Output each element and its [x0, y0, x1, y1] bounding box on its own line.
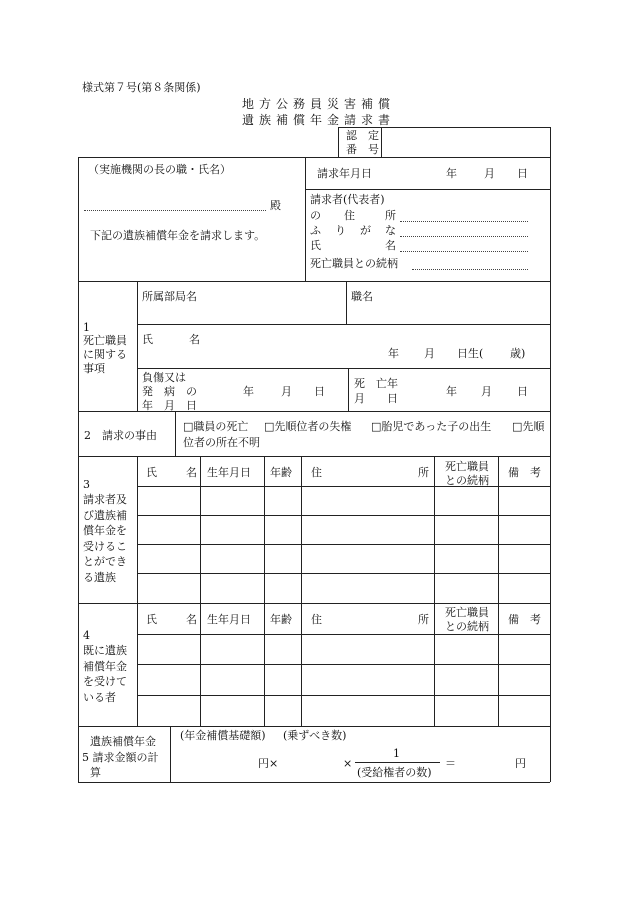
- form-label: いる者: [83, 691, 116, 704]
- form-label: 氏: [142, 333, 153, 346]
- table-rule: [78, 726, 550, 727]
- table-rule: [301, 456, 302, 603]
- form-label: 年 月 日: [142, 399, 197, 412]
- table-rule: [78, 456, 550, 457]
- form-label: 年齢: [270, 613, 292, 626]
- form-label: 発 病 の: [142, 385, 197, 398]
- form-label: 4: [83, 629, 90, 642]
- form-label: 死亡職員: [83, 334, 127, 347]
- position-label: 職名: [351, 290, 373, 303]
- form-label: 年: [243, 385, 254, 398]
- form-label: ふ: [310, 224, 321, 237]
- form-label: 月: [481, 385, 492, 398]
- form-label: 年: [446, 167, 457, 180]
- addressee-line[interactable]: [84, 210, 266, 211]
- table-rule: [78, 603, 550, 604]
- form-label: 備 考: [508, 466, 541, 479]
- form-label: との続柄: [445, 620, 489, 633]
- table-rule: [137, 573, 550, 574]
- multiplier-label: (乗ずべき数): [283, 729, 347, 742]
- form-label: り: [335, 224, 346, 237]
- form-label: 生年月日: [207, 466, 251, 479]
- form-label: 氏: [146, 613, 157, 626]
- form-label: 所: [385, 209, 396, 222]
- form-label: 死亡職員: [445, 606, 489, 619]
- form-label: 住: [311, 613, 322, 626]
- table-rule: [137, 368, 550, 369]
- form-label: 月: [424, 347, 435, 360]
- form-label: 5 請求金額の計: [82, 751, 159, 764]
- form-label: 月: [484, 167, 495, 180]
- request-date-label: 請求年月日: [317, 167, 372, 180]
- table-rule: [137, 634, 550, 635]
- form-title-line1: 地方公務員災害補償: [242, 97, 396, 111]
- frame-top: [78, 157, 550, 158]
- table-rule: [137, 456, 138, 603]
- form-label: 死亡職員: [445, 460, 489, 473]
- form-label: 生年月日: [207, 613, 251, 626]
- table-rule: [137, 544, 550, 545]
- form-label: 補償年金: [83, 660, 127, 673]
- form-label: とができ: [83, 555, 127, 568]
- form-label: 名: [189, 333, 200, 346]
- claimant-label: 請求者(代表者): [310, 193, 385, 206]
- table-rule: [200, 456, 201, 603]
- form-label: び遺族補: [83, 509, 127, 522]
- form-label: 備 考: [508, 613, 541, 626]
- form-label: 円: [515, 757, 526, 770]
- base-amount-label: (年金補償基礎額): [180, 729, 266, 742]
- form-label: 遺族補償年金: [90, 735, 156, 748]
- table-rule: [498, 456, 499, 603]
- form-label: 年: [388, 347, 399, 360]
- form-number: 様式第７号(第８条関係): [82, 81, 201, 94]
- form-label: に関する: [83, 348, 127, 361]
- table-rule: [78, 411, 550, 412]
- form-label: 年: [446, 385, 457, 398]
- addressee-label: （実施機関の長の職・氏名）: [88, 163, 231, 176]
- reason-opt1[interactable]: □職員の死亡: [183, 420, 249, 433]
- table-rule: [137, 515, 550, 516]
- table-rule: [305, 189, 550, 190]
- form-label: 日: [314, 385, 325, 398]
- table-rule: [78, 281, 550, 282]
- form-label: 名: [186, 613, 197, 626]
- claimant-address-field[interactable]: [400, 221, 528, 222]
- form-label: な: [385, 224, 396, 237]
- table-rule: [348, 368, 349, 411]
- dept-label: 所属部局名: [142, 290, 197, 303]
- table-rule: [550, 127, 551, 157]
- form-label: 1: [83, 321, 90, 334]
- form-label: 死 亡年: [354, 377, 398, 390]
- form-label: 氏: [310, 239, 321, 252]
- nintei-number-field[interactable]: [382, 128, 549, 156]
- form-label: 氏: [146, 466, 157, 479]
- bango-label: 番 号: [346, 143, 379, 156]
- table-rule: [305, 157, 306, 281]
- form-label: の: [310, 209, 321, 222]
- reason-opt2[interactable]: □先順位者の失権: [264, 420, 352, 433]
- reason-opt3[interactable]: □胎児であった子の出生: [371, 420, 492, 433]
- form-label: 負傷又は: [142, 371, 186, 384]
- form-label: 受けるこ: [83, 540, 127, 553]
- form-label: 住: [344, 209, 355, 222]
- form-label: 所: [418, 613, 429, 626]
- table-rule: [175, 411, 176, 456]
- form-label: る遺族: [83, 571, 116, 584]
- table-rule: [338, 127, 339, 157]
- table-rule: [264, 456, 265, 603]
- form-label: との続柄: [445, 474, 489, 487]
- claimant-furigana-field[interactable]: [400, 236, 528, 237]
- table-rule: [137, 695, 550, 696]
- form-label: 月: [281, 385, 292, 398]
- form-label: ＝: [445, 757, 456, 770]
- form-label: を受けて: [83, 675, 127, 688]
- form-label: 3: [83, 478, 90, 491]
- claimant-relation-label: 死亡職員との続柄: [310, 257, 398, 270]
- table-rule: [137, 664, 550, 665]
- nintei-label: 認 定: [346, 129, 379, 142]
- form-title-line2: 遺族補償年金請求書: [242, 113, 396, 127]
- table-rule: [170, 726, 171, 782]
- table-rule: [137, 324, 550, 325]
- form-label: 請求者及: [83, 493, 127, 506]
- form-label: 日: [517, 385, 528, 398]
- claimant-name-field[interactable]: [400, 251, 528, 252]
- form-label: 名: [186, 466, 197, 479]
- form-label: 事項: [83, 362, 105, 375]
- request-text: 下記の遺族補償年金を請求します。: [90, 229, 266, 242]
- form-label: 既に遺族: [83, 644, 127, 657]
- form-label: 名: [385, 239, 396, 252]
- form-label: 年齢: [270, 466, 292, 479]
- form-label: 算: [90, 766, 101, 779]
- form-label: 歳): [510, 347, 526, 360]
- reason-opt4[interactable]: □先順: [512, 420, 545, 433]
- table-rule: [137, 281, 138, 411]
- reason-label: 2 請求の事由: [84, 429, 157, 442]
- form-label: 位者の所在不明: [183, 436, 260, 449]
- form-label: 償年金を: [83, 524, 127, 537]
- table-rule: [434, 456, 435, 603]
- form-label: が: [360, 224, 371, 237]
- dono-text: 殿: [270, 199, 281, 212]
- table-rule: [346, 281, 347, 324]
- form-label: 住: [311, 466, 322, 479]
- form-label: (受給権者の数): [357, 766, 432, 779]
- table-rule: [355, 762, 440, 763]
- form-label: 所: [418, 466, 429, 479]
- form-label: 1: [393, 747, 400, 760]
- form-label: ×: [343, 757, 353, 770]
- frame-right: [550, 157, 551, 782]
- frame-left: [78, 157, 79, 782]
- frame-bottom: [78, 782, 550, 783]
- form-label: 日生(: [457, 347, 484, 360]
- form-label: 日: [517, 167, 528, 180]
- form-label: 円×: [258, 757, 279, 770]
- form-label: 月 日: [354, 392, 398, 405]
- claimant-relation-field[interactable]: [412, 269, 528, 270]
